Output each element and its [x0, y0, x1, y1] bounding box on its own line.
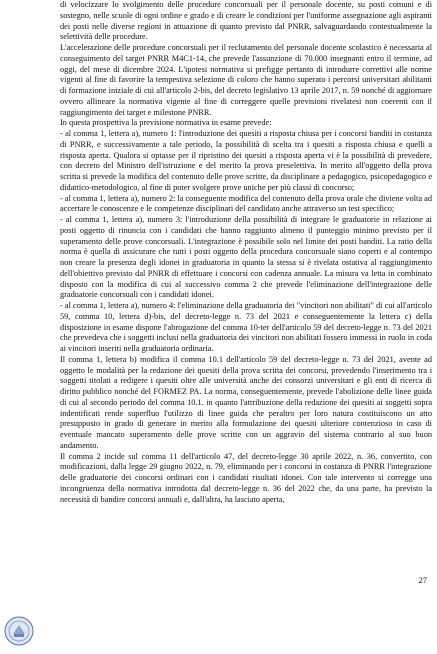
page-number: 27 — [418, 575, 427, 585]
paragraph-2: L'accelerazione delle procedure concorsuali per il reclutamento del personale docente scolastico è necessaria al conseguimento del target PNRR M4C1-14, che prevede l'assunzione di 70.000 insegnanti entro il termine, ad oggi, del mese di dicembre 2024. L'ipotesi normativa si prefigge pertanto di introdurre correttivi alle norme vigenti al fine di favorire la tempestiva selezione di coloro che hanno superato i percorsi universitari abilitanti di formazione iniziale di cui all'articolo 2-bis, del decreto legislativo 13 aprile 2017, n. 59 nonché di aggiornare ovvero allineare la normativa vigente al fine di correggere quelle previsioni rivelatesi non coerenti con il raggiungimento dei target e milestone PNRR. — [60, 43, 432, 117]
paragraph-4: - al comma 1, lettera a), numero 1: l'introduzione dei quesiti a risposta chiusa per i concorsi banditi in costanza di PNRR, e successivamente a tale periodo, la possibilità di scelta tra i quesiti a risposta chiusa e quelli a risposta aperta. Qualora si optasse per il ripristino dei quesiti a risposta aperta vi è la possibilità di prevedere, con decreto del Ministro dell'istruzione e del merito la prova preselettiva. In merito all'oggetto della prova scritta si prevede la modifica del contenuto delle prove scritte, da disciplinare a pedagogico, psicopedagogico e didattico-metodologico, al fine di poter svolgere prove uniche per più classi di concorso; — [60, 129, 432, 192]
paragraph-8: Il comma 1, lettera b) modifica il comma 10.1 dell'articolo 59 del decreto-legge n. 73 del 2021, avente ad oggetto le modalità per la redazione dei quesiti della prova scritta dei concorsi, prevedendo l'inserimento tra i soggetti titolati a redigere i quesiti oltre alle università anche dei consorzi universitari e gli enti di ricerca di diritto pubblico nonché del FORMEZ PA. La norma, conseguentemente, prevede l'abolizione delle linee guida di cui al secondo periodo del comma 10.1. in quanto l'attribuzione della redazione dei quesiti ai soggetti sopra indentificati rende superfluo l'utilizzo di linee guida che peraltro per loro natura costituiscono un atto presupposto in grado di generare in merito alla formulazione dei quesiti ulteriore contenzioso in caso di eventuale mancato superamento delle prove scritte con un aggravio del sistema contrario al suo buon andamento. — [60, 354, 432, 450]
paragraph-9: Il comma 2 incide sul comma 11 dell'articolo 47, del decreto-legge 30 aprile 2022, n. 36, convertito, con modificazioni, dalla legge 29 giugno 2022, n. 79, eliminando per i concorsi in costanza di PNRR l'integrazione delle graduatorie dei concorsi ordinari con i candidati risultati idonei. Con tale intervento si corregge una incongruenza della normativa introdotta dal decreto-legge n. 36 del 2022 che, da una parte, ha previsto la necessità di bandire concorsi annuali e, dall'altra, ha lasciato aperta, — [60, 451, 432, 504]
paragraph-5: - al comma 1, lettera a), numero 2: la conseguente modifica del contenuto della prova orale che diviene volta ad accertare le conoscenze e le competenze disciplinari del candidato anche attraverso un test specifico; — [60, 193, 432, 214]
paragraph-7: - al comma 1, lettera a), numero 4: l'eliminazione della graduatoria dei "vincitori non abilitati" di cui all'articolo 59, comma 10, lettera d)-bis, del decreto-legge n. 73 del 2021 e conseguentemente la lettera c) della disposizione in esame dispone l'abrogazione del comma 10-ter dell'articolo 59 del decreto-legge n. 73 del 2021 che prevedeva che i soggetti inclusi nella graduatoria dei vincitori non abilitati fossero immessi in ruolo in coda ai vincitori inseriti nella graduatoria ordinaria. — [60, 301, 432, 353]
paragraph-6: - al comma 1, lettera a), numero 3: l'introduzione della possibilità di integrare le graduatorie in relazione ai posti oggetto di rinuncia con i candidati che hanno raggiunto almeno il punteggio minimo previsto per il superamento delle prove concorsuali. L'integrazione è possibile solo nel limite dei posti banditi. La ratio della norma è quella di assicurare che tutti i posti oggetto della procedura concorsuale siano coperti e al contempo non creare la presenza degli idonei in graduatoria in quanto la stessa si è rivelata ostativa al raggiungimento dell'obiettivo previsto dal PNRR di effettuare i concorsi con cadenza annuale. La misura va letta in combinato disposto con la modifica di cui al successivo comma 2 che prevede l'eliminazione dell'integrazione delle graduatorie concorsuali con i candidati idonei. — [60, 215, 432, 300]
body-text — [60, 0, 432, 505]
paragraph-3: In questa prospettiva la previsione normativa in esame prevede: — [60, 118, 272, 128]
paragraph-1: di velocizzare lo svolgimento delle procedure concorsuali per il personale docente, su posti comuni e di sostegno, nelle scuole di ogni ordine e grado e di creare le condizioni per l'uniforme assegnazione agli aspiranti dei posti nelle diverse regioni in attuazione di quanto previsto dal PNRR, salvaguardando contestualmente la selettività delle procedure. — [60, 0, 432, 42]
seal-icon — [4, 616, 34, 646]
